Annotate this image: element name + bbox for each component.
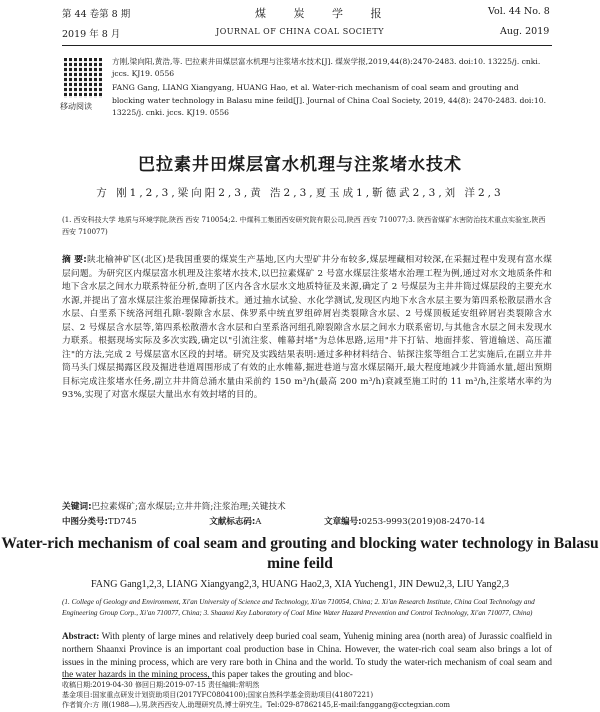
footnote-fund: 基金项目:国家重点研发计划资助项目(2017YFC0804100);国家自然科学基金资助项目(41807221) (62, 690, 374, 699)
volume-issue-cn: 第 44 卷第 8 期 (62, 9, 131, 20)
citation-block (112, 56, 552, 119)
article-number: 0253-9993(2019)08-2470-14 (361, 517, 485, 527)
footnote (62, 681, 552, 710)
clc-label: 中图分类号: (62, 517, 108, 527)
doc-code-label: 文献标志码: (209, 517, 256, 527)
journal-name-cn: 煤 炭 学 报 (255, 7, 394, 20)
header-rule (62, 45, 552, 46)
keywords-text-cn: 巴拉素煤矿;富水煤层;立井井筒;注浆治理;关键技术 (91, 502, 286, 512)
clc-code: TD745 (107, 517, 137, 527)
doc-code: A (255, 517, 262, 527)
volume-issue-en: Vol. 44 No. 8 (488, 6, 550, 17)
abstract-label-cn: 摘 要: (62, 255, 87, 265)
paper-title-cn: 巴拉素井田煤层富水机理与注浆堵水技术 (138, 155, 462, 175)
paper-title-en: Water-rich mechanism of coal seam and grouting and blocking water technology in Balasu mine feild (1, 535, 599, 572)
qr-code[interactable] (64, 58, 104, 98)
keywords-cn (62, 500, 552, 512)
citation-cn: 方刚,梁向阳,黄浩,等. 巴拉素井田煤层富水机理与注浆堵水技术[J]. 煤炭学报,2019,44(8):2470-2483. doi:10. 13225/j. cnki. jccs. KJ19. 0556 (112, 57, 541, 79)
affiliations-cn: (1. 西安科技大学 地质与环境学院,陕西 西安 710054;2. 中煤科工集团西安研究院有限公司,陕西 西安 710077;3. 陕西省煤矿水害防治技术重点实验室,陕西 西安 710077) (62, 216, 546, 236)
abstract-label-en: Abstract: (62, 631, 100, 641)
authors-cn: 方 刚1,2,3,梁向阳2,3,黄 浩2,3,夏玉成1,靳德武2,3,刘 洋2,3 (96, 187, 504, 199)
classification-line (62, 515, 552, 527)
keywords-label-cn: 关键词: (62, 502, 92, 512)
abstract-text-en: With plenty of large mines and relatively deep buried coal seam, Yuhenig mining area (north area) of Jurassic coalfield in northern Shaanxi Province is an important coal production base in China. However, the water-rich coal seam also brings a lot of issues in the mining process, which are very rare both in China and the world. To study the water-rich mechanism of coal seam and the water hazards in the mining process, this paper takes the grouting and bloc- (62, 631, 552, 680)
journal-name-en: JOURNAL OF CHINA COAL SOCIETY (216, 27, 384, 36)
abstract-cn (62, 254, 552, 403)
footnote-received: 收稿日期:2019-04-30 修回日期:2019-07-15 责任编辑:常明然 (62, 681, 260, 689)
affiliations-en: (1. College of Geology and Environment, Xi'an University of Science and Technology, Xi'an 710054, China; 2. Xi'an Research Institute, China Coal Technology and Engineering Group Corp., Xi'an 710077, China; 3. Shaanxi Key Laboratory of Coal Mine Water Hazard Prevention and Control Technology, Xi'an 710077, China) (62, 598, 535, 617)
abstract-en (62, 630, 552, 681)
qr-caption: 移动阅读 (60, 102, 92, 111)
article-number-label: 文章编号: (324, 517, 362, 527)
date-en: Aug. 2019 (500, 26, 550, 37)
date-cn: 2019 年 8 月 (62, 29, 121, 40)
citation-en: FANG Gang, LIANG Xiangyang, HUANG Hao, et al. Water-rich mechanism of coal seam and grouting and blocking water technology in Balasu mine feild[J]. Journal of China Coal Society, 2019, 44(8): 2470-2483. doi:10. 13225/j. cnki. jccs. KJ19. 0556 (112, 83, 546, 117)
footnote-rule (62, 678, 212, 679)
abstract-text-cn: 陕北榆神矿区(北区)是我国重要的煤炭生产基地,区内大型矿井分布较多,煤层埋藏相对较深,在采掘过程中发现有富水煤层问题。为研究区内煤层富水机理及注浆堵水技术,以巴拉素煤矿 2 号富水煤层注浆堵水治理工程为例,通过对水文地质条件和地下含水层之间水力联系特征分析,查明了区内各含水层水文地质特征及来源,确定了 2 号煤层为主井井筒过煤层段的主要充水水源,并提出了富水煤层注浆治理保障新技术。通过抽水试验、水化学测试,发现区内地下水含水层主要为第四系松散层潜水含水层、白垩系下统洛河组孔隙-裂隙含水层、侏罗系中统直罗组碎屑岩类裂隙含水层、2 号煤顶板延安组碎屑岩类裂隙含水层、2 号煤层含水层等,第四系松散潜水含水层和白垩系洛河组孔隙裂隙含水层之间水力联系密切,与其他含水层之间未发现水力联系。根据现场实际及多次实践,确定以"引流注浆、帷幕封堵"为总体思路,运用"井下打钻、地面拌浆、管道输送、高压灌注"的方法,完成 2 号煤层富水区段的封堵。研究及实践结果表明:通过多种材料结合、钻探注浆等组合工艺实施后,在副立井井筒马头门煤层揭露区段及掘进巷道周围形成了有效的止水帷幕,掘进巷道与富水煤层隔开,最大程度地减少井筒涌水量,超出预期目标完成注浆堵水任务,副立井井筒总涌水量由采前约 150 m³/h(最高 200 m³/h)衰减至施工时的 11 m³/h,注浆堵水率约为 93%,实现了对富水煤层大量出水有效封堵的目的。 (62, 255, 552, 400)
authors-en: FANG Gang1,2,3, LIANG Xiangyang2,3, HUANG Hao2,3, XIA Yucheng1, JIN Dewu2,3, LIU Yang2,3 (90, 579, 509, 590)
footnote-author: 作者简介:方 刚(1988—),男,陕西西安人,助理研究员,博士研究生。Tel:029-87862145,E-mail:fanggang@cctegxian.com (62, 700, 450, 709)
